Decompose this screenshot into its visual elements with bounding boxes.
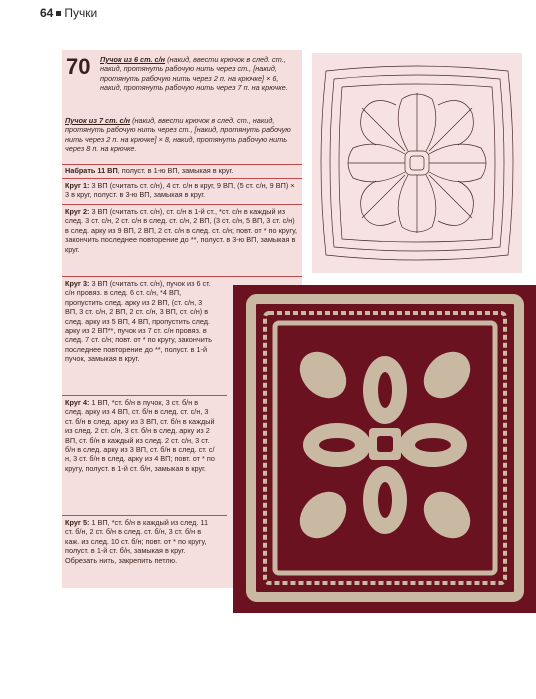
section-title: Пучки [64, 6, 98, 20]
bundle6-definition [100, 55, 300, 93]
divider [62, 164, 302, 165]
bundle7-definition [65, 116, 299, 154]
step-text: 3 ВП (считать ст. с/н), 4 ст. с/н в круг, 9 ВП, (5 ст. с/н, 9 ВП) × 3 в круг, полуст. в 3-ю ВП, замыкая в круг. [65, 181, 295, 200]
step-text: 1 ВП, *ст. б/н в пучок, 3 ст. б/н в след. арку из 4 ВП, ст. б/н в след. ст. с/н, 3 ст. б/н в след. арку из 3 ВП, ст. б/н в каждый из след. 2 ст. с/н, 3 ст. б/н в след. арку из 2 ВП, ст. б/н в каждый из след. 2 ст. с/н, 3 ст. б/н в след. арку из 3 ВП, ст. б/н в след. ст. с/н, 3 ст. б/н в след. арку из 4 ВП; повт. от * по кругу, полуст. в 1-й ст. б/н, замыкая в круг. [65, 398, 215, 473]
pattern-number: 70 [66, 54, 91, 79]
bundle6-term: Пучок из 6 ст. с/н [100, 55, 166, 64]
step-round-3 [65, 279, 215, 364]
step-label: Набрать 11 ВП [65, 166, 118, 175]
crochet-square-image [233, 285, 536, 613]
bundle6-text: (накид, ввести крючок в след. ст., накид, протянуть рабочую нить через ст., [накид, протянуть рабочую нить через 2 п. на крючке] × 6, накид, протянуть рабочую нить через 7 п. на крючке. [100, 55, 288, 93]
divider [62, 515, 227, 516]
divider [62, 178, 302, 179]
motif-photo [233, 285, 536, 613]
divider [62, 276, 302, 277]
step-text: 1 ВП, *ст. б/н в каждый из след. 11 ст. б/н, 2 ст. б/н в след. ст. б/н, 3 ст. б/н в каж. из след. 10 ст. б/н; повт. от * по кругу, полуст. в 1-й ст. б/н, замыкая в круг. Обрезать нить, закрепить петлю. [65, 518, 209, 565]
step-text: , полуст. в 1-ю ВП, замыкая в круг. [117, 166, 234, 175]
bundle7-text: (накид, ввести крючок в след. ст., накид, протянуть рабочую нить через ст., [накид, протянуть рабочую нить через 2 п. на крючке] × 8, накид, протянуть рабочую нить через 8 п. на крючке. [65, 116, 291, 154]
bundle7-term: Пучок из 7 ст. с/н [65, 116, 131, 125]
step-round-5 [65, 518, 215, 565]
crochet-chart [312, 53, 522, 273]
step-label: Круг 1: [65, 181, 90, 190]
step-cast-on [65, 166, 299, 175]
page-header [40, 6, 97, 20]
step-label: Круг 2: [65, 207, 90, 216]
step-round-2 [65, 207, 299, 254]
step-label: Круг 3: [65, 279, 90, 288]
step-label: Круг 5: [65, 518, 90, 527]
step-text: 3 ВП (считать ст. с/н), ст. с/н в 1-й ст., *ст. с/н в каждый из след. 3 ст. с/н, 2 ст. с/н в след. ст. с/н, 2 ВП, (3 ст. с/н, 5 ВП, 3 ст. с/н) в след. арку из 9 ВП, 2 ВП, 2 ст. с/н в след. ст. с/н; повт. от * по кругу, закончить последнее повторение до **, полуст. в 3-ю ВП, замыкая в круг. [65, 207, 298, 254]
divider [62, 204, 302, 205]
divider [62, 395, 227, 396]
step-round-4 [65, 398, 215, 473]
step-text: 3 ВП (считать ст. с/н), пучок из 6 ст. с/н провяз. в след. 6 ст. с/н, *4 ВП, пропустить след. арку из 2 ВП, (ст. с/н, 3 ВП, 3 ст. с/н, 2 ВП, 2 ст. с/н, 3 ВП, ст. с/н) в след. арку из 5 ВП, 4 ВП, пропустить след. арку из 2 ВП**, пучок из 7 ст. с/н провяз. в след. 7 ст. с/н; повт. от * по кругу, закончить последнее повторение до **, полуст. в 1-й пучок, замыкая в круг. [65, 279, 212, 364]
step-round-1 [65, 181, 299, 200]
step-label: Круг 4: [65, 398, 90, 407]
page-number: 64 [40, 6, 54, 20]
crochet-chart-drawing [312, 53, 522, 273]
bullet-icon [56, 11, 61, 16]
